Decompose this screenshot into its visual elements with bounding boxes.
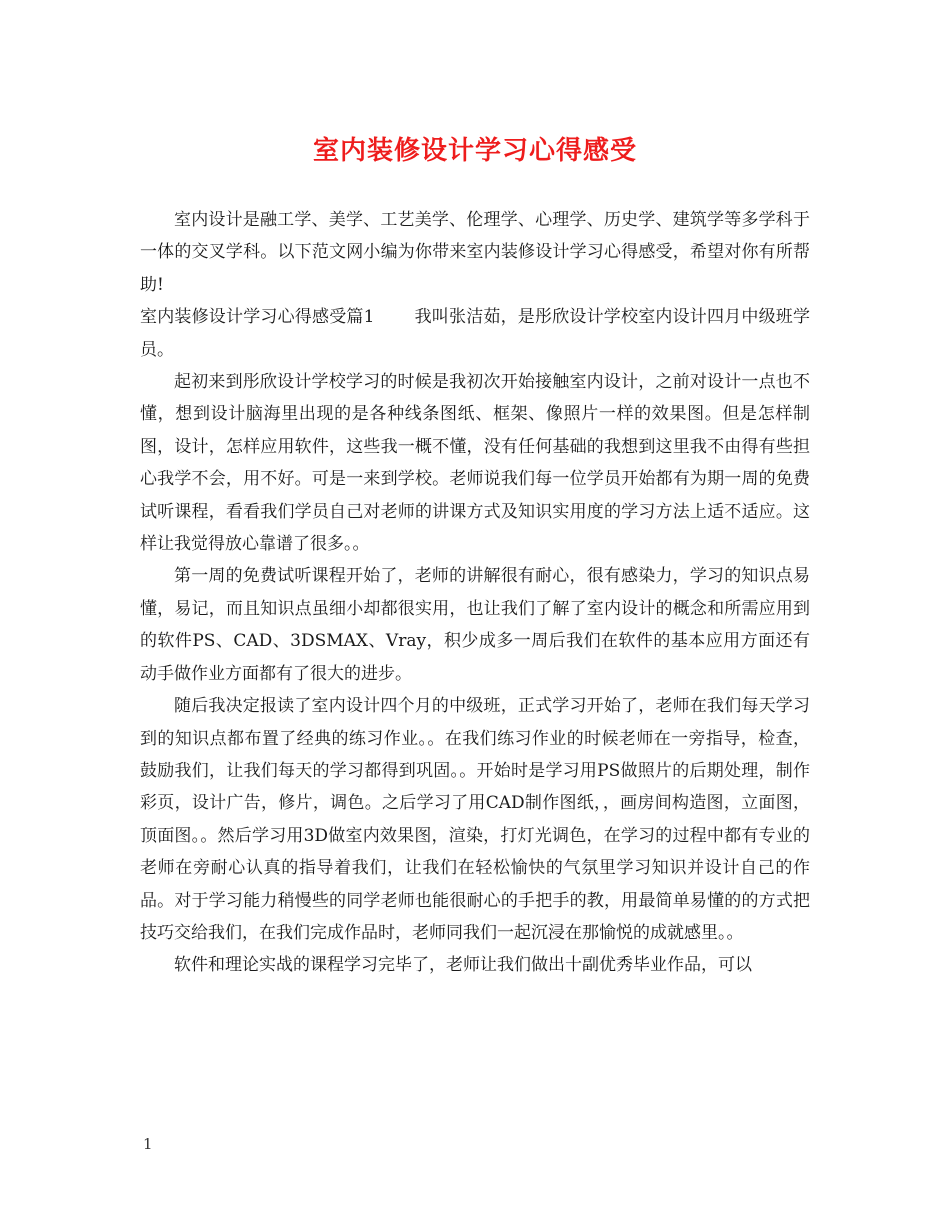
document-title: 室内装修设计学习心得感受 xyxy=(312,136,637,166)
body-paragraph: 第一周的免费试听课程开始了，老师的讲解很有耐心，很有感染力，学习的知识点易懂，易记，而且知识点虽细小却都很实用，也让我们了解了室内设计的概念和所需应用到的软件PS、CAD、3DSMAX、Vray，积少成多一周后我们在软件的基本应用方面还有动手做作业方面都有了很大的进步。 xyxy=(140,566,810,684)
section-paragraph xyxy=(140,301,810,366)
body-paragraph: 随后我决定报读了室内设计四个月的中级班，正式学习开始了，老师在我们每天学习到的知识点都布置了经典的练习作业。。在我们练习作业的时候老师在一旁指导，检查，鼓励我们，让我们每天的学习都得到巩固。。开始时是学习用PS做照片的后期处理，制作彩页，设计广告，修片，调色。之后学习了用CAD制作图纸，，画房间构造图，立面图，顶面图。。然后学习用3D做室内效果图，渲染，打灯光调色，在学习的过程中都有专业的老师在旁耐心认真的指导着我们，让我们在轻松愉快的气氛里学习知识并设计自己的作品。对于学习能力稍慢些的同学老师也能很耐心的手把手的教，用最简单易懂的的方式把技巧交给我们，在我们完成作品时，老师同我们一起沉浸在那愉悦的成就感里。。 xyxy=(140,696,810,943)
section-intro-text: 我叫张洁茹，是彤欣设计学校室内设计四月中级班学员。 xyxy=(140,307,810,360)
section-heading: 室内装修设计学习心得感受篇1 xyxy=(140,307,375,328)
document-body xyxy=(140,204,810,982)
body-paragraph: 起初来到彤欣设计学校学习的时候是我初次开始接触室内设计，之前对设计一点也不懂，想到设计脑海里出现的是各种线条图纸、框架、像照片一样的效果图。但是怎样制图，设计，怎样应用软件，这些我一概不懂，没有任何基础的我想到这里我不由得有些担心我学不会，用不好。可是一来到学校。老师说我们每一位学员开始都有为期一周的免费试听课程，看看我们学员自己对老师的讲课方式及知识实用度的学习方法上适不适应。这样让我觉得放心靠谱了很多。。 xyxy=(140,372,810,555)
intro-paragraph: 室内设计是融工学、美学、工艺美学、伦理学、心理学、历史学、建筑学等多学科于一体的交叉学科。以下范文网小编为你带来室内装修设计学习心得感受，希望对你有所帮助! xyxy=(140,210,810,295)
page-number: 1 xyxy=(143,1135,153,1153)
body-paragraph: 软件和理论实战的课程学习完毕了，老师让我们做出十副优秀毕业作品，可以 xyxy=(174,955,752,976)
